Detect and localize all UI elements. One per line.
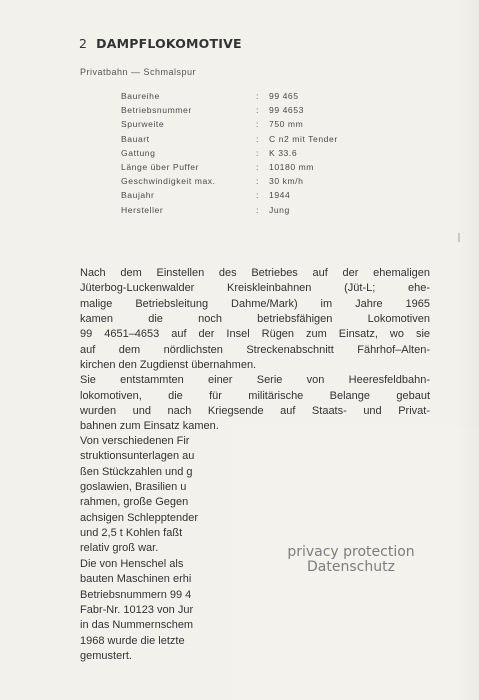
spec-separator: : bbox=[256, 190, 259, 201]
text-line: in das Nummernschem bbox=[80, 619, 194, 632]
text-line: bahnen zum Einsatz kamen. bbox=[80, 420, 219, 433]
text-line: kirchen den Zugdienst übernahmen. bbox=[80, 359, 257, 372]
spec-label: Spurweite bbox=[121, 119, 165, 130]
text-line: Betriebsnummern 99 4 bbox=[80, 588, 192, 601]
spec-label: Hersteller bbox=[121, 204, 164, 215]
text-line: Fabr-Nr. 10123 von Jur bbox=[80, 604, 194, 617]
spec-label: Baureihe bbox=[121, 91, 160, 101]
subtitle: Privatbahn — Schmalspur bbox=[80, 67, 197, 77]
text-line: Nach dem Einstellen des Betriebes auf der ehemaligen bbox=[80, 267, 430, 279]
chapter-heading bbox=[79, 36, 242, 51]
spec-row bbox=[121, 160, 401, 174]
text-line: und 2,5 t Kohlen faßt bbox=[80, 527, 183, 540]
text-line: gemustert. bbox=[80, 650, 132, 663]
page-edge-shade bbox=[455, 0, 479, 700]
spec-value: 750 mm bbox=[269, 119, 304, 130]
spec-separator: : bbox=[256, 91, 259, 101]
spec-value: Jung bbox=[269, 204, 290, 215]
text-line: malige Betriebsleitung Dahme/Mark) im Jahre 1965 bbox=[80, 297, 430, 310]
spec-separator: : bbox=[256, 119, 259, 130]
spec-row bbox=[121, 132, 401, 146]
spec-label: Gattung bbox=[121, 147, 156, 158]
spec-value: 99 465 bbox=[269, 91, 299, 101]
chapter-number: 2 bbox=[79, 36, 88, 51]
body-paragraphs-full bbox=[80, 266, 430, 435]
spec-row bbox=[121, 146, 401, 160]
text-line: lokomotiven, die für militärische Belange gebaut bbox=[80, 389, 430, 402]
text-line: wurden und nach Kriegsende auf Staats- und Privat- bbox=[80, 405, 430, 418]
text-line: goslawien, Brasilien u bbox=[80, 481, 187, 494]
spec-label: Bauart bbox=[121, 133, 150, 144]
spec-separator: : bbox=[256, 204, 259, 215]
chapter-title: DAMPFLOKOMOTIVE bbox=[96, 36, 242, 51]
spec-separator: : bbox=[256, 105, 259, 116]
text-line: Von verschiedenen Fir bbox=[80, 435, 190, 447]
text-line: auf dem nördlichsten Streckenabschnitt Fährhof–Alten- bbox=[80, 343, 430, 356]
watermark-line-1: privacy protection bbox=[287, 544, 415, 560]
spec-label: Betriebsnummer bbox=[121, 105, 192, 116]
spec-value: C n2 mit Tender bbox=[269, 133, 338, 144]
spec-row bbox=[121, 103, 401, 117]
privacy-watermark bbox=[276, 545, 426, 575]
text-line: struktionsunterlagen au bbox=[80, 450, 195, 463]
spec-table bbox=[121, 89, 401, 217]
spec-value: 1944 bbox=[269, 190, 291, 201]
spec-row bbox=[121, 188, 401, 202]
spec-separator: : bbox=[256, 133, 259, 144]
spec-row bbox=[121, 174, 401, 188]
watermark-line-2: Datenschutz bbox=[307, 559, 395, 575]
text-line: relativ groß war. bbox=[80, 542, 159, 555]
spec-row bbox=[121, 203, 401, 217]
text-line: Die von Henschel als bbox=[80, 558, 184, 570]
spec-separator: : bbox=[256, 147, 259, 158]
spec-separator: : bbox=[256, 161, 259, 172]
body-paragraph-truncated-2 bbox=[80, 557, 232, 664]
text-line: Jüterbog-Luckenwalder Kreiskleinbahnen (Jüt-L; ehe- bbox=[80, 282, 430, 295]
body-paragraph-truncated-1 bbox=[80, 434, 232, 557]
spec-label: Geschwindigkeit max. bbox=[121, 176, 216, 187]
spec-row bbox=[121, 89, 401, 103]
spec-separator: : bbox=[256, 176, 259, 187]
text-line: kamen die noch betriebsfähigen Lokomotiven bbox=[80, 313, 430, 326]
text-line: rahmen, große Gegen bbox=[80, 496, 189, 509]
text-line: ßen Stückzahlen und g bbox=[80, 465, 193, 478]
spec-value: 10180 mm bbox=[269, 161, 315, 172]
spec-row bbox=[121, 117, 401, 131]
text-line: Sie entstammten einer Serie von Heeresfeldbahn- bbox=[80, 374, 430, 387]
spec-label: Baujahr bbox=[121, 190, 155, 201]
text-line: achsigen Schlepptender bbox=[80, 511, 199, 524]
text-line: 1968 wurde die letzte bbox=[80, 634, 185, 647]
text-line: 99 4651–4653 auf der Insel Rügen zum Einsatz, wo sie bbox=[80, 328, 430, 341]
spec-label: Länge über Puffer bbox=[121, 161, 199, 172]
spec-value: 30 km/h bbox=[269, 176, 304, 187]
text-line: bauten Maschinen erhi bbox=[80, 573, 192, 586]
spec-value: K 33.6 bbox=[269, 147, 298, 158]
spec-value: 99 4653 bbox=[269, 105, 304, 116]
